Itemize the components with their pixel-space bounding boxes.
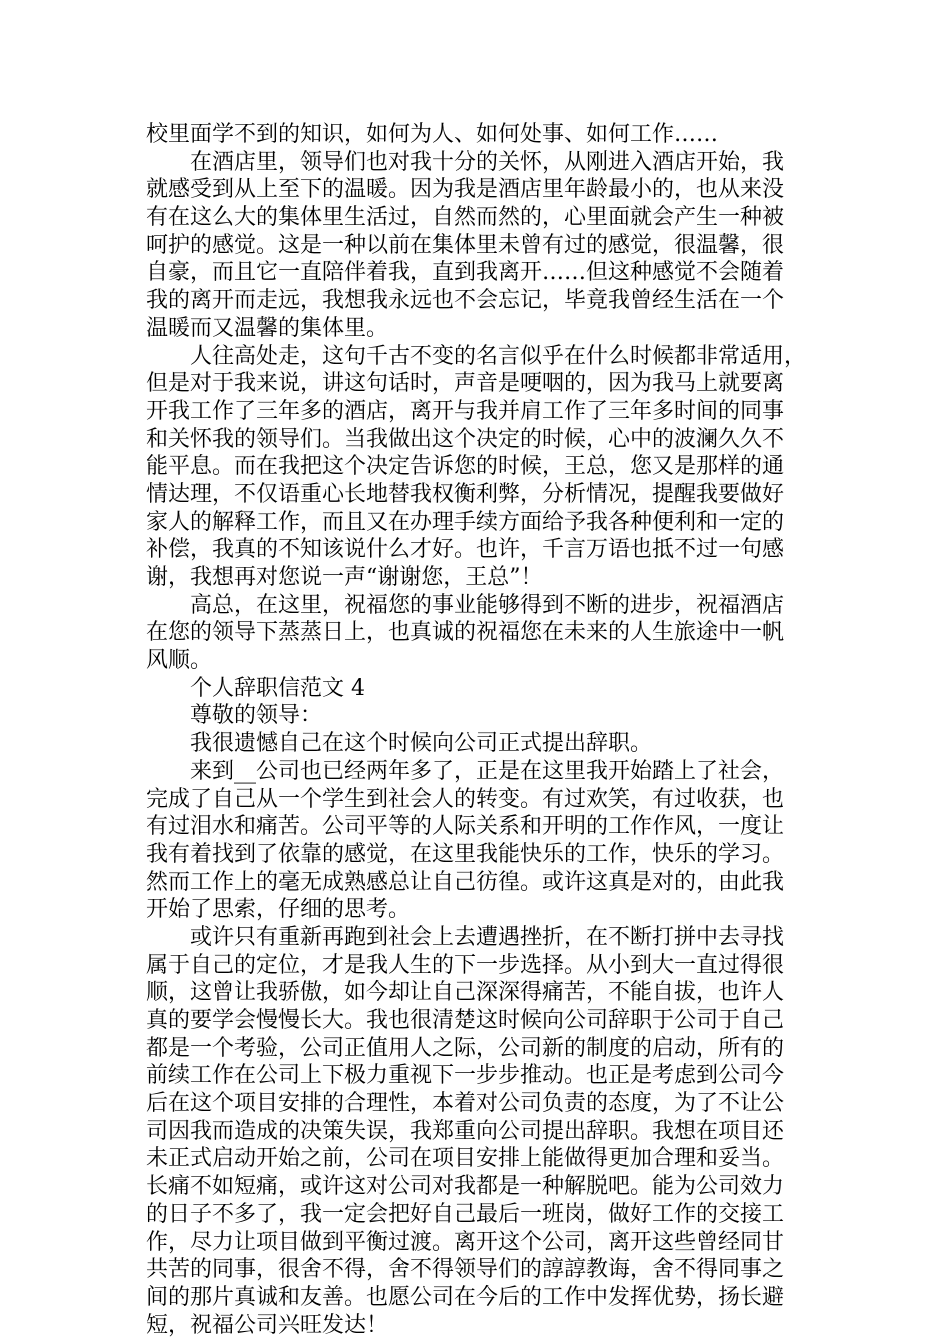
text-line: 长痛不如短痛，或许这对公司对我都是一种解脱吧。能为公司效力 (146, 1174, 785, 1200)
text-line: 在酒店里，领导们也对我十分的关怀，从刚进入酒店开始，我 (190, 149, 785, 175)
text-line: 间的那片真诚和友善。也愿公司在今后的工作中发挥优势，扬长避 (146, 1284, 785, 1310)
text-line: 尊敬的领导： (190, 703, 323, 729)
text-line: 我的离开而走远，我想我永远也不会忘记，毕竟我曾经生活在一个 (146, 288, 785, 314)
text-line: 温暖而又温馨的集体里。 (146, 315, 389, 341)
text-line: 属于自己的定位，才是我人生的下一步选择。从小到大一直过得很 (146, 952, 785, 978)
text-line: 都是一个考验，公司正值用人之际，公司新的制度的启动，所有的 (146, 1035, 785, 1061)
text-line: 来到__公司也已经两年多了，正是在这里我开始踏上了社会， (190, 758, 785, 784)
text-line: 个人辞职信范文 4 (190, 675, 365, 701)
text-line: 司因我而造成的决策失误，我郑重向公司提出辞职。我想在项目还 (146, 1118, 785, 1144)
text-line: 完成了自己从一个学生到社会人的转变。有过欢笑，有过收获，也 (146, 786, 785, 812)
text-line: 的日子不多了，我一定会把好自己最后一班岗，做好工作的交接工 (146, 1201, 785, 1227)
text-line: 前续工作在公司上下极力重视下一步步推动。也正是考虑到公司今 (146, 1063, 785, 1089)
text-line: 自豪，而且它一直陪伴着我，直到我离开……但这种感觉不会随着 (146, 260, 785, 286)
text-line: 我很遗憾自己在这个时候向公司正式提出辞职。 (190, 731, 653, 757)
text-line: 补偿，我真的不知该说什么才好。也许，千言万语也抵不过一句感 (146, 537, 785, 563)
text-line: 短，祝福公司兴旺发达！ (146, 1312, 389, 1338)
text-line: 家人的解释工作，而且又在办理手续方面给予我各种便利和一定的 (146, 509, 785, 535)
text-line: 未正式启动开始之前，公司在项目安排上能做得更加合理和妥当。 (146, 1146, 785, 1172)
text-line: 校里面学不到的知识，如何为人、如何处事、如何工作…… (146, 122, 719, 147)
text-line: 能平息。而在我把这个决定告诉您的时候，王总，您又是那样的通 (146, 454, 785, 480)
text-line: 顺，这曾让我骄傲，如今却让自己深深得痛苦，不能自拔，也许人 (146, 980, 785, 1006)
text-line: 和关怀我的领导们。当我做出这个决定的时候，心中的波澜久久不 (146, 426, 785, 452)
text-line: 真的要学会慢慢长大。我也很清楚这时候向公司辞职于公司于自己 (146, 1008, 785, 1033)
text-line: 后在这个项目安排的合理性，本着对公司负责的态度，为了不让公 (146, 1091, 785, 1117)
text-line: 共苦的同事，很舍不得，舍不得领导们的諄諄教诲，舍不得同事之 (146, 1257, 785, 1283)
text-line: 有过泪水和痛苦。公司平等的人际关系和开明的工作作风，一度让 (146, 814, 785, 840)
text-line: 开我工作了三年多的酒店，离开与我并肩工作了三年多时间的同事 (146, 398, 785, 424)
text-line: 我有着找到了依靠的感觉，在这里我能快乐的工作，快乐的学习。 (146, 841, 785, 867)
text-line: 就感受到从上至下的温暖。因为我是酒店里年龄最小的，也从来没 (146, 177, 785, 203)
text-line: 有在这么大的集体里生活过，自然而然的，心里面就会产生一种被 (146, 205, 785, 231)
text-line: 高总，在这里，祝福您的事业能够得到不断的进步，祝福酒店 (190, 592, 785, 618)
text-line: 人往高处走，这句千古不变的名言似乎在什么时候都非常适用， (190, 343, 807, 369)
text-line: 风顺。 (146, 648, 213, 674)
text-line: 呵护的感觉。这是一种以前在集体里未曾有过的感觉，很温馨，很 (146, 232, 785, 258)
text-line: 作，尽力让项目做到平衡过渡。离开这个公司，离开这些曾经同甘 (146, 1229, 785, 1255)
text-line: 谢，我想再对您说一声“谢谢您，王总”！ (146, 565, 543, 590)
text-line: 或许只有重新再跑到社会上去遭遇挫折，在不断打拼中去寻找 (190, 924, 785, 950)
text-line: 在您的领导下蒸蒸日上，也真诚的祝福您在未来的人生旅途中一帆 (146, 620, 785, 646)
text-line: 开始了思索，仔细的思考。 (146, 897, 411, 923)
document-body (146, 121, 816, 1339)
text-line: 但是对于我来说，讲这句话时，声音是哽咽的，因为我马上就要离 (146, 371, 785, 397)
text-line: 情达理，不仅语重心长地替我权衡利弊，分析情况，提醒我要做好 (146, 481, 785, 507)
text-line: 然而工作上的毫无成熟感总让自己彷徨。或许这真是对的，由此我 (146, 869, 785, 895)
